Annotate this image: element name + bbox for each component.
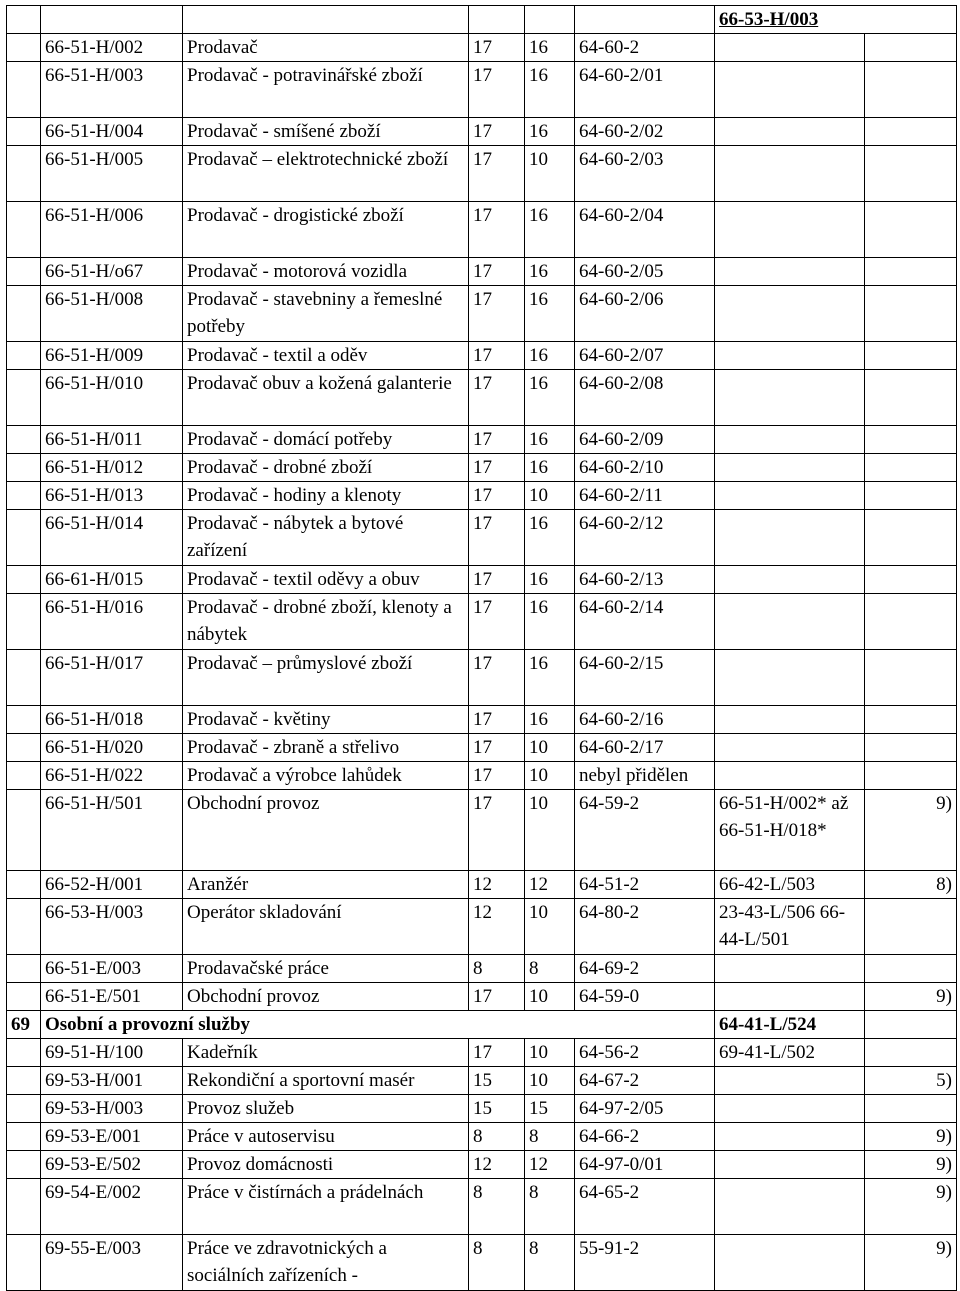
row-name: Prodavač - domácí potřeby <box>183 426 469 454</box>
row-ref: 66-51-H/002* až 66-51-H/018* <box>715 790 865 871</box>
row-number-cell <box>7 734 41 762</box>
row-number-cell <box>7 594 41 650</box>
row-kkov: 64-60-2/11 <box>575 482 715 510</box>
table-row <box>7 734 957 762</box>
row-number-cell <box>7 370 41 426</box>
row-note <box>865 342 957 370</box>
row-kkov: 64-65-2 <box>575 1179 715 1235</box>
row-note: 8) <box>865 871 957 899</box>
row-number-cell <box>7 566 41 594</box>
row-name: Prodavač - stavebniny a řemeslné potřeby <box>183 286 469 342</box>
row-note <box>865 34 957 62</box>
row-ref <box>715 1123 865 1151</box>
row-value-b: 10 <box>525 790 575 871</box>
row-kkov: 64-60-2/03 <box>575 146 715 202</box>
row-value-b: 10 <box>525 146 575 202</box>
row-ref <box>715 1179 865 1235</box>
row-number-cell <box>7 1095 41 1123</box>
row-value-a: 17 <box>469 454 525 482</box>
row-value-b: 16 <box>525 118 575 146</box>
row-kkov: 64-60-2/15 <box>575 650 715 706</box>
row-kkov: 64-60-2/16 <box>575 706 715 734</box>
row-name: Operátor skladování <box>183 899 469 955</box>
row-number-cell <box>7 146 41 202</box>
row-number-cell <box>7 454 41 482</box>
row-kkov: 64-60-2/06 <box>575 286 715 342</box>
row-code: 66-51-H/006 <box>41 202 183 258</box>
row-code: 66-51-H/003 <box>41 62 183 118</box>
row-ref <box>715 118 865 146</box>
section-note <box>865 1011 957 1039</box>
row-value-a: 17 <box>469 983 525 1011</box>
row-number-cell <box>7 426 41 454</box>
table-row <box>7 426 957 454</box>
row-code: 66-51-H/011 <box>41 426 183 454</box>
row-kkov: 64-60-2/14 <box>575 594 715 650</box>
row-name: Prodavač - drobné zboží <box>183 454 469 482</box>
row-name: Prodavač - smíšené zboží <box>183 118 469 146</box>
row-number-cell <box>7 1123 41 1151</box>
row-number-cell <box>7 62 41 118</box>
section-title: Osobní a provozní služby <box>41 1011 715 1039</box>
table-row <box>7 258 957 286</box>
row-kkov: 64-60-2/01 <box>575 62 715 118</box>
row-value-a: 17 <box>469 1039 525 1067</box>
row-code: 66-51-H/010 <box>41 370 183 426</box>
row-value-a: 17 <box>469 62 525 118</box>
table-row <box>7 955 957 983</box>
row-name: Práce v autoservisu <box>183 1123 469 1151</box>
row-kkov: 64-69-2 <box>575 955 715 983</box>
row-number-cell <box>7 342 41 370</box>
row-name: Obchodní provoz <box>183 983 469 1011</box>
row-note <box>865 1039 957 1067</box>
row-note <box>865 482 957 510</box>
row-ref <box>715 62 865 118</box>
row-value-a: 17 <box>469 594 525 650</box>
row-value-b: 16 <box>525 426 575 454</box>
row-ref <box>715 955 865 983</box>
row-value-a: 12 <box>469 899 525 955</box>
row-name: Prodavač – elektrotechnické zboží <box>183 146 469 202</box>
row-ref <box>715 734 865 762</box>
row-note <box>865 594 957 650</box>
row-value-b: 10 <box>525 899 575 955</box>
table-row <box>7 286 957 342</box>
row-note <box>865 706 957 734</box>
row-name: Prodavač obuv a kožená galanterie <box>183 370 469 426</box>
row-note <box>865 566 957 594</box>
row-kkov: 64-97-0/01 <box>575 1151 715 1179</box>
row-number-cell <box>7 202 41 258</box>
table-row <box>7 871 957 899</box>
table-row <box>7 1179 957 1235</box>
row-number-cell <box>7 1235 41 1291</box>
row-value-b: 16 <box>525 566 575 594</box>
row-ref <box>715 426 865 454</box>
row-note: 9) <box>865 1235 957 1291</box>
row-code: 69-54-E/002 <box>41 1179 183 1235</box>
row-value-b: 12 <box>525 1151 575 1179</box>
row-value-a: 8 <box>469 1123 525 1151</box>
row-kkov: 64-60-2/04 <box>575 202 715 258</box>
table-row <box>7 510 957 566</box>
row-name: Prodavač - potravinářské zboží <box>183 62 469 118</box>
row-ref <box>715 286 865 342</box>
row-number-cell <box>7 1151 41 1179</box>
row-value-b: 8 <box>525 1235 575 1291</box>
row-number-cell <box>7 258 41 286</box>
row-note <box>865 899 957 955</box>
row-note <box>865 510 957 566</box>
row-value-a: 17 <box>469 790 525 871</box>
row-value-a: 17 <box>469 706 525 734</box>
table-row <box>7 983 957 1011</box>
row-number-cell <box>7 34 41 62</box>
row-note <box>865 370 957 426</box>
row-kkov: 64-51-2 <box>575 871 715 899</box>
table-row <box>7 146 957 202</box>
row-value-a: 17 <box>469 510 525 566</box>
row-ref: 69-41-L/502 <box>715 1039 865 1067</box>
row-code: 66-51-H/002 <box>41 34 183 62</box>
row-value-b: 10 <box>525 1067 575 1095</box>
row-number-cell <box>7 790 41 871</box>
table-row <box>7 1039 957 1067</box>
row-value-a: 17 <box>469 426 525 454</box>
row-value-b: 8 <box>525 955 575 983</box>
row-note <box>865 118 957 146</box>
row-note <box>865 454 957 482</box>
row-note: 5) <box>865 1067 957 1095</box>
table-row <box>7 1095 957 1123</box>
row-name: Prodavač a výrobce lahůdek <box>183 762 469 790</box>
row-name: Prodavač - textil oděvy a obuv <box>183 566 469 594</box>
row-name: Prodavačské práce <box>183 955 469 983</box>
row-value-a: 17 <box>469 34 525 62</box>
row-name: Rekondiční a sportovní masér <box>183 1067 469 1095</box>
row-code: 66-51-H/018 <box>41 706 183 734</box>
row-note: 9) <box>865 983 957 1011</box>
row-name: Obchodní provoz <box>183 790 469 871</box>
row-value-b: 8 <box>525 1123 575 1151</box>
row-name: Kadeřník <box>183 1039 469 1067</box>
row-number-cell <box>7 706 41 734</box>
row-value-a: 17 <box>469 146 525 202</box>
table-row <box>7 650 957 706</box>
row-value-b: 10 <box>525 482 575 510</box>
row-note <box>865 146 957 202</box>
table-row <box>7 762 957 790</box>
row-name: Prodavač - textil a oděv <box>183 342 469 370</box>
row-ref: 66-42-L/503 <box>715 871 865 899</box>
row-ref <box>715 706 865 734</box>
row-value-a: 17 <box>469 286 525 342</box>
row-name: Prodavač - hodiny a klenoty <box>183 482 469 510</box>
row-value-b: 16 <box>525 370 575 426</box>
row-code: 66-51-H/o67 <box>41 258 183 286</box>
row-value-b: 16 <box>525 342 575 370</box>
row-value-b: 16 <box>525 706 575 734</box>
row-code: 66-51-E/003 <box>41 955 183 983</box>
table-row <box>7 202 957 258</box>
row-note <box>865 202 957 258</box>
table-row <box>7 34 957 62</box>
row-kkov: 64-60-2 <box>575 34 715 62</box>
table-row <box>7 482 957 510</box>
row-kkov: 64-66-2 <box>575 1123 715 1151</box>
row-number-cell <box>7 762 41 790</box>
row-note: 9) <box>865 790 957 871</box>
row-name: Prodavač <box>183 34 469 62</box>
row-kkov: 64-80-2 <box>575 899 715 955</box>
row-code: 66-51-H/022 <box>41 762 183 790</box>
row-value-b: 12 <box>525 871 575 899</box>
row-note <box>865 62 957 118</box>
row-value-a: 15 <box>469 1095 525 1123</box>
row-kkov: 64-60-2/07 <box>575 342 715 370</box>
row-code: 66-52-H/001 <box>41 871 183 899</box>
row-value-b: 16 <box>525 202 575 258</box>
row-value-a: 17 <box>469 202 525 258</box>
row-code: 66-51-H/009 <box>41 342 183 370</box>
row-code: 69-53-H/001 <box>41 1067 183 1095</box>
row-code: 66-51-H/012 <box>41 454 183 482</box>
row-value-b: 16 <box>525 454 575 482</box>
row-value-a: 17 <box>469 370 525 426</box>
row-value-a: 8 <box>469 1179 525 1235</box>
row-kkov: 55-91-2 <box>575 1235 715 1291</box>
row-kkov: nebyl přidělen <box>575 762 715 790</box>
row-code: 66-51-H/008 <box>41 286 183 342</box>
row-ref <box>715 594 865 650</box>
row-value-a: 17 <box>469 482 525 510</box>
row-name: Aranžér <box>183 871 469 899</box>
row-kkov: 64-60-2/08 <box>575 370 715 426</box>
row-value-b: 15 <box>525 1095 575 1123</box>
row-code: 66-61-H/015 <box>41 566 183 594</box>
row-kkov: 64-60-2/05 <box>575 258 715 286</box>
row-value-b: 16 <box>525 258 575 286</box>
row-name: Prodavač - květiny <box>183 706 469 734</box>
table-row <box>7 342 957 370</box>
row-value-b: 16 <box>525 510 575 566</box>
row-name: Prodavač - nábytek a bytové zařízení <box>183 510 469 566</box>
table-row <box>7 454 957 482</box>
row-number-cell <box>7 983 41 1011</box>
row-value-a: 8 <box>469 1235 525 1291</box>
row-code: 66-51-H/005 <box>41 146 183 202</box>
row-ref <box>715 146 865 202</box>
row-value-a: 17 <box>469 566 525 594</box>
table-row <box>7 1123 957 1151</box>
row-ref <box>715 258 865 286</box>
row-code: 69-53-E/001 <box>41 1123 183 1151</box>
row-code: 66-51-H/020 <box>41 734 183 762</box>
row-ref <box>715 454 865 482</box>
table-row <box>7 1235 957 1291</box>
row-ref <box>715 1067 865 1095</box>
row-name: Práce ve zdravotnických a sociálních zařízeních - <box>183 1235 469 1291</box>
row-ref <box>715 202 865 258</box>
row-kkov: 64-59-0 <box>575 983 715 1011</box>
table-row <box>7 790 957 871</box>
row-value-a: 17 <box>469 734 525 762</box>
row-value-b: 16 <box>525 650 575 706</box>
row-kkov: 64-67-2 <box>575 1067 715 1095</box>
row-number-cell <box>7 871 41 899</box>
table-row <box>7 899 957 955</box>
row-code: 69-51-H/100 <box>41 1039 183 1067</box>
row-note <box>865 955 957 983</box>
row-number-cell <box>7 650 41 706</box>
row-name: Prodavač – průmyslové zboží <box>183 650 469 706</box>
table-row <box>7 370 957 426</box>
section-number: 69 <box>7 1011 41 1039</box>
row-ref <box>715 34 865 62</box>
row-note <box>865 1095 957 1123</box>
row-note <box>865 286 957 342</box>
row-ref <box>715 342 865 370</box>
row-kkov: 64-60-2/17 <box>575 734 715 762</box>
section-row <box>7 1011 957 1039</box>
row-kkov: 64-56-2 <box>575 1039 715 1067</box>
section-ref: 64-41-L/524 <box>715 1011 865 1039</box>
row-note: 9) <box>865 1123 957 1151</box>
row-value-a: 17 <box>469 650 525 706</box>
row-kkov: 64-97-2/05 <box>575 1095 715 1123</box>
row-number-cell <box>7 955 41 983</box>
row-number-cell <box>7 286 41 342</box>
row-name: Prodavač - drobné zboží, klenoty a nábytek <box>183 594 469 650</box>
row-ref <box>715 983 865 1011</box>
row-value-b: 10 <box>525 1039 575 1067</box>
row-value-a: 17 <box>469 762 525 790</box>
row-kkov: 64-60-2/13 <box>575 566 715 594</box>
row-code: 66-51-H/017 <box>41 650 183 706</box>
row-value-b: 16 <box>525 594 575 650</box>
row-kkov: 64-59-2 <box>575 790 715 871</box>
table-row <box>7 1067 957 1095</box>
row-ref <box>715 1235 865 1291</box>
row-note: 9) <box>865 1151 957 1179</box>
row-number-cell <box>7 482 41 510</box>
row-value-b: 16 <box>525 286 575 342</box>
row-code: 69-55-E/003 <box>41 1235 183 1291</box>
row-code: 66-51-H/013 <box>41 482 183 510</box>
row-value-a: 17 <box>469 118 525 146</box>
row-value-a: 8 <box>469 955 525 983</box>
row-code: 66-51-H/014 <box>41 510 183 566</box>
row-name: Provoz domácnosti <box>183 1151 469 1179</box>
row-number-cell <box>7 1067 41 1095</box>
row-code: 66-51-H/004 <box>41 118 183 146</box>
row-code: 69-53-H/003 <box>41 1095 183 1123</box>
row-number-cell <box>7 118 41 146</box>
row-code: 66-53-H/003 <box>41 899 183 955</box>
row-number-cell <box>7 1039 41 1067</box>
row-kkov: 64-60-2/09 <box>575 426 715 454</box>
table-row <box>7 594 957 650</box>
row-kkov: 64-60-2/12 <box>575 510 715 566</box>
row-ref <box>715 482 865 510</box>
row-value-b: 10 <box>525 762 575 790</box>
row-name: Prodavač - motorová vozidla <box>183 258 469 286</box>
row-ref <box>715 762 865 790</box>
table-row <box>7 566 957 594</box>
row-note <box>865 426 957 454</box>
document-table <box>6 5 957 1291</box>
row-ref <box>715 566 865 594</box>
row-note: 9) <box>865 1179 957 1235</box>
row-value-b: 16 <box>525 62 575 118</box>
table-row <box>7 118 957 146</box>
row-name: Prodavač - drogistické zboží <box>183 202 469 258</box>
row-ref <box>715 510 865 566</box>
table-row <box>7 62 957 118</box>
row-name: Práce v čistírnách a prádelnách <box>183 1179 469 1235</box>
row-number-cell <box>7 899 41 955</box>
row-ref <box>715 1151 865 1179</box>
row-value-b: 10 <box>525 983 575 1011</box>
row-kkov: 64-60-2/10 <box>575 454 715 482</box>
row-value-b: 10 <box>525 734 575 762</box>
row-name: Provoz služeb <box>183 1095 469 1123</box>
row-note <box>865 734 957 762</box>
row-note <box>865 762 957 790</box>
row-code: 66-51-E/501 <box>41 983 183 1011</box>
row-code: 66-51-H/016 <box>41 594 183 650</box>
row-name: Prodavač - zbraně a střelivo <box>183 734 469 762</box>
row-number-cell <box>7 1179 41 1235</box>
row-number-cell <box>7 510 41 566</box>
row-value-b: 16 <box>525 34 575 62</box>
row-value-a: 17 <box>469 342 525 370</box>
header-row <box>7 6 957 34</box>
row-value-a: 12 <box>469 1151 525 1179</box>
row-value-a: 15 <box>469 1067 525 1095</box>
header-code: 66-53-H/003 <box>715 6 957 34</box>
row-ref <box>715 1095 865 1123</box>
row-code: 66-51-H/501 <box>41 790 183 871</box>
row-value-a: 17 <box>469 258 525 286</box>
row-value-b: 8 <box>525 1179 575 1235</box>
row-ref <box>715 650 865 706</box>
row-code: 69-53-E/502 <box>41 1151 183 1179</box>
table-row <box>7 706 957 734</box>
row-kkov: 64-60-2/02 <box>575 118 715 146</box>
row-ref <box>715 370 865 426</box>
row-value-a: 12 <box>469 871 525 899</box>
row-note <box>865 258 957 286</box>
table-row <box>7 1151 957 1179</box>
row-ref: 23-43-L/506 66-44-L/501 <box>715 899 865 955</box>
row-note <box>865 650 957 706</box>
